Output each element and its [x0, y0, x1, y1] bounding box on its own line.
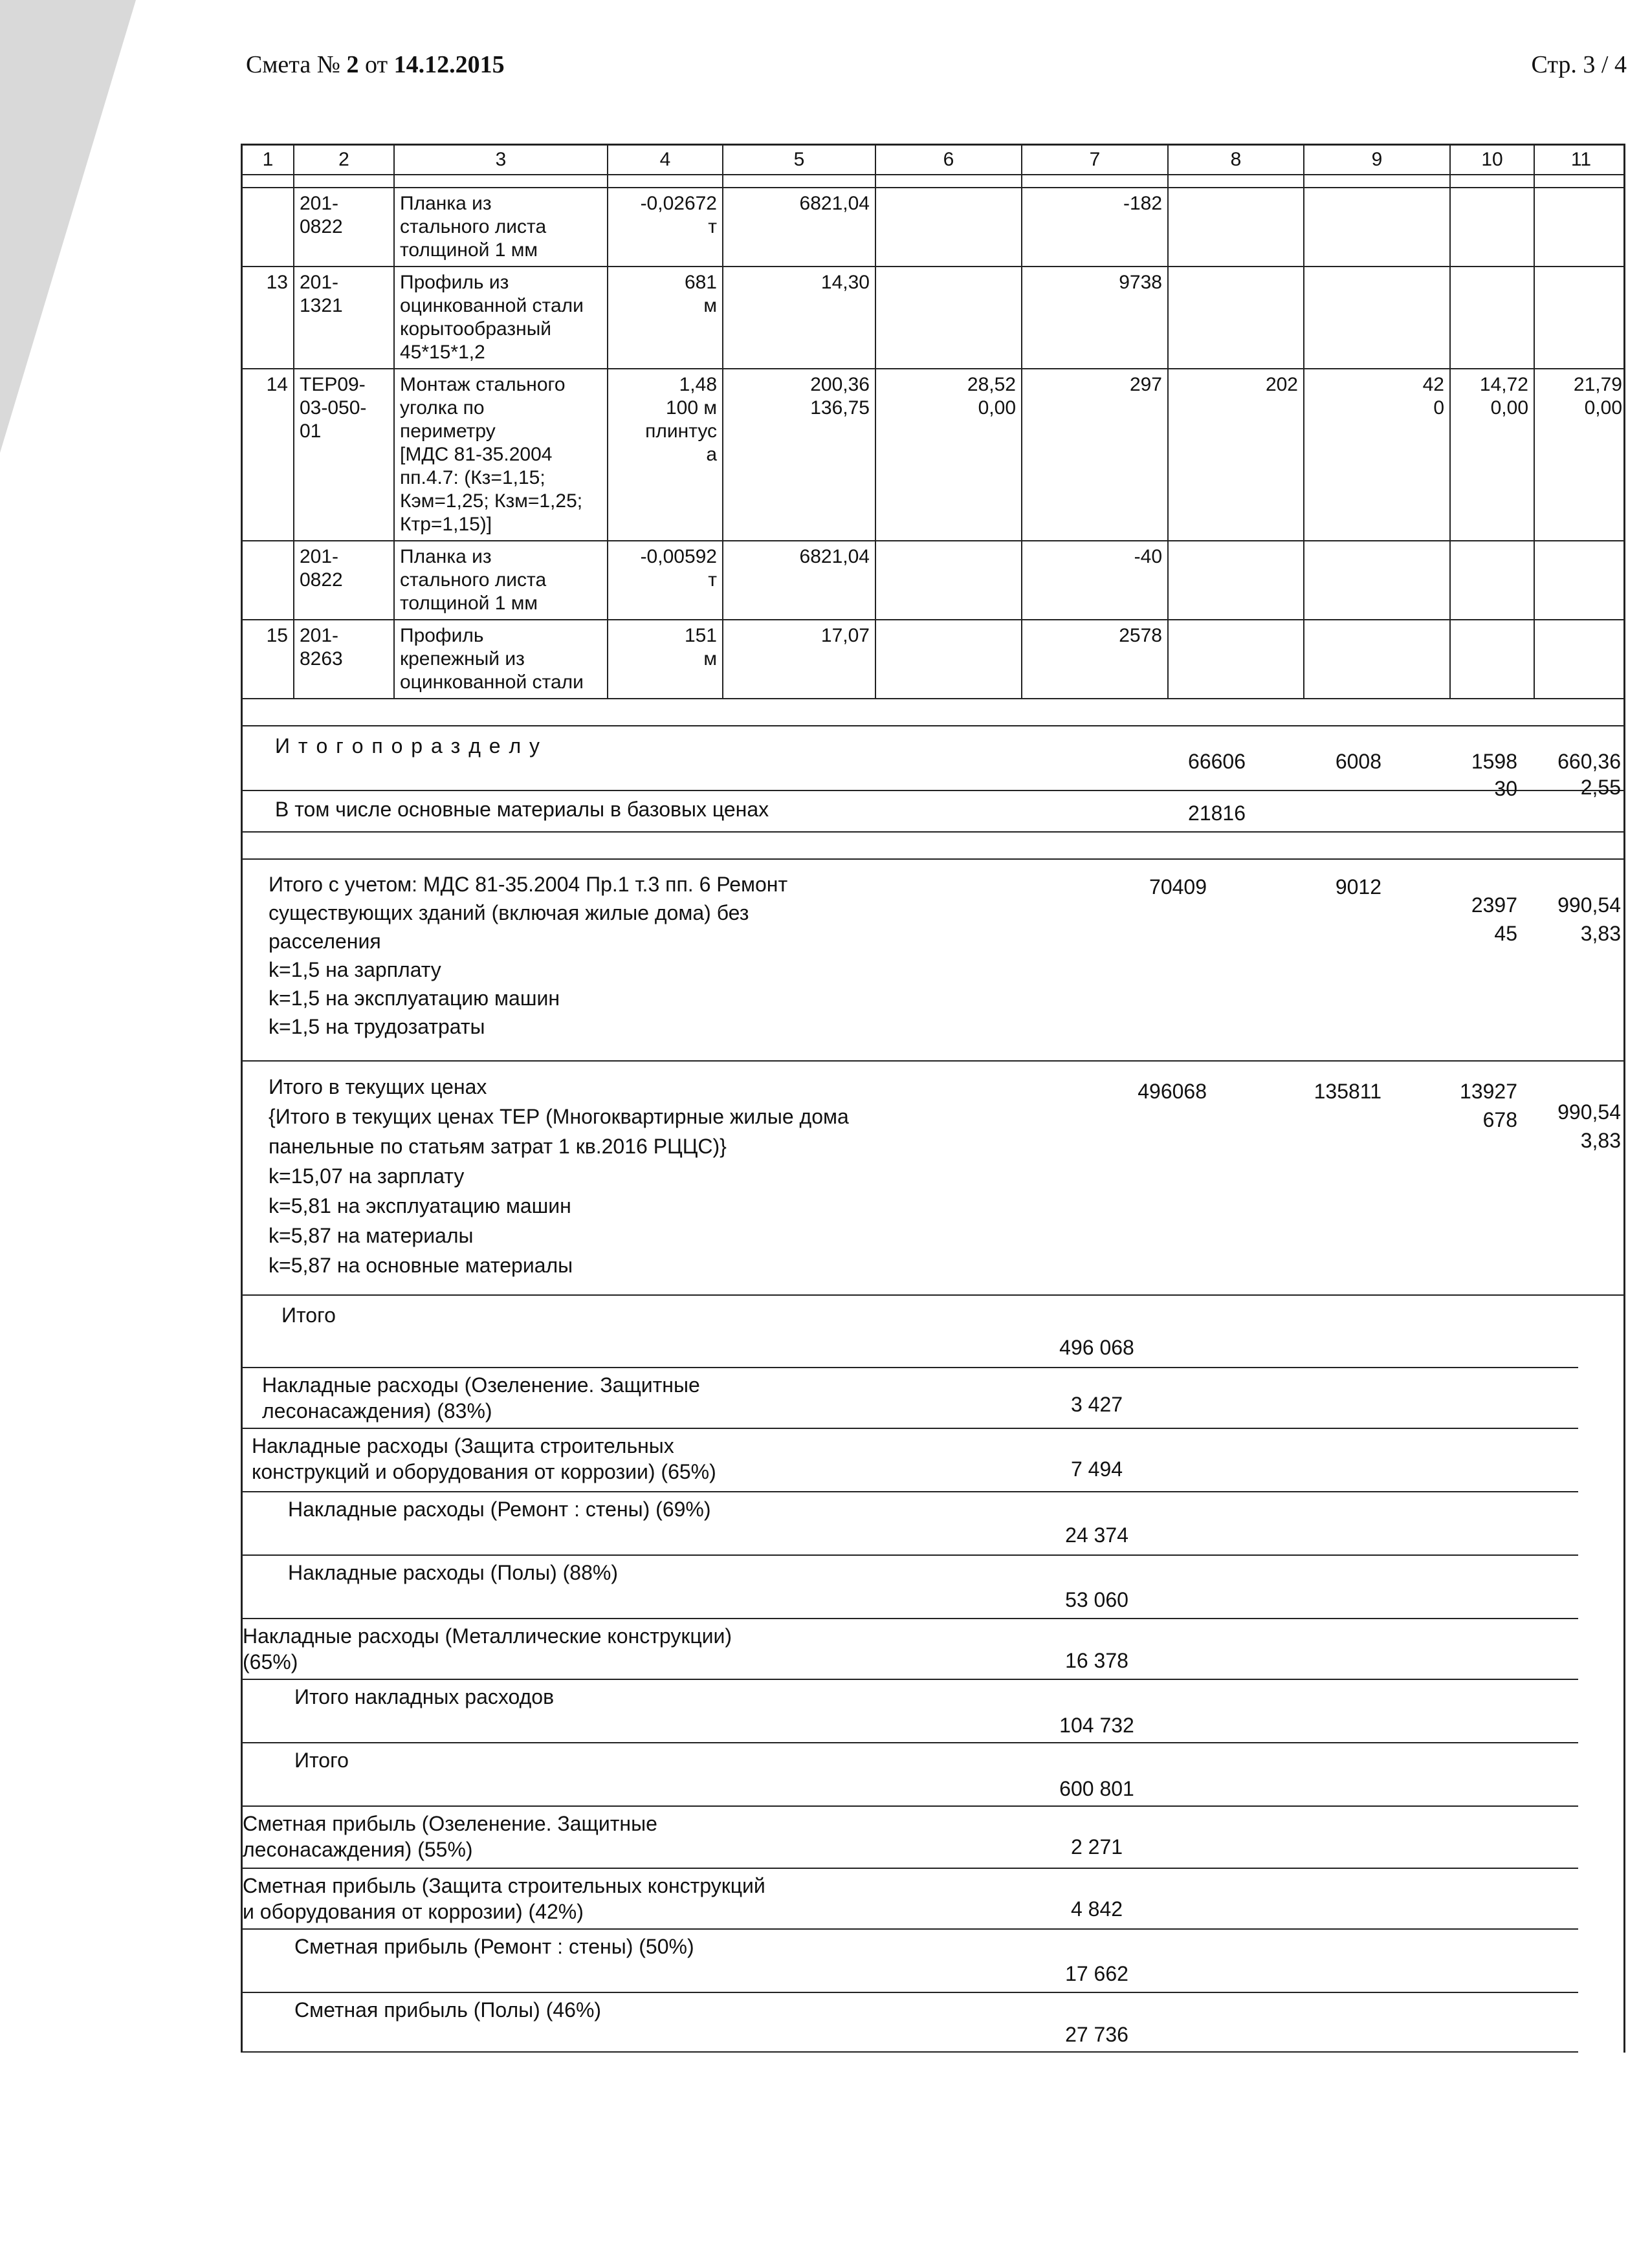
item-col6 [876, 620, 1022, 698]
summary-value: 104 732 [1059, 1714, 1134, 1737]
summary-value: 16 378 [1065, 1649, 1128, 1672]
item-col8: 202 [1169, 369, 1304, 540]
spacer-row [243, 833, 1623, 860]
section-total-row [243, 726, 1623, 800]
table-row [243, 188, 1623, 267]
summary-value: 7 494 [1070, 1457, 1123, 1481]
total-mds-c11b: 3,83 [1580, 922, 1621, 945]
item-col11 [1535, 541, 1627, 619]
item-quantity: 151 м [608, 620, 723, 698]
column-number: 7 [1022, 146, 1169, 174]
summary-value: 53 060 [1065, 1588, 1128, 1611]
item-name: Планка из стального листа толщиной 1 мм [395, 541, 608, 619]
total-mds-row [243, 860, 1623, 1062]
item-unit-price: 6821,04 [723, 188, 876, 266]
total-mds-c9a: 2397 [1471, 893, 1517, 917]
total-mds-c9b: 45 [1494, 922, 1517, 945]
item-col10 [1451, 620, 1535, 698]
item-code: 201- 0822 [294, 541, 395, 619]
summary-label: Итого [294, 1749, 349, 1772]
section-total-c11a: 660,36 [1557, 750, 1621, 773]
summary-row [243, 1556, 1578, 1619]
total-current-c9a: 13927 [1460, 1080, 1517, 1103]
item-quantity: -0,02672 т [608, 188, 723, 266]
summary-row [243, 1869, 1578, 1930]
item-col10: 14,72 0,00 [1451, 369, 1535, 540]
item-number [243, 188, 294, 266]
column-number: 1 [243, 146, 294, 174]
summary-row [243, 1930, 1578, 1993]
column-number: 3 [395, 146, 608, 174]
item-col8 [1169, 620, 1304, 698]
section-total-c9a: 1598 [1471, 750, 1517, 773]
item-quantity: 681 м [608, 267, 723, 368]
summary-value: 17 662 [1065, 1962, 1128, 1985]
summary-label: Сметная прибыль (Озеленение. Защитные лесонасаждения) (55%) [243, 1812, 657, 1861]
item-total-cost: 9738 [1022, 267, 1169, 368]
total-mds-c8: 9012 [1335, 875, 1381, 899]
item-col8 [1169, 188, 1304, 266]
summary-value: 496 068 [1059, 1336, 1134, 1359]
spacer-row [243, 699, 1623, 726]
item-name: Профиль крепежный из оцинкованной стали [395, 620, 608, 698]
summary-label: Итого накладных расходов [294, 1685, 555, 1708]
summary-row [243, 1680, 1578, 1743]
item-col11: 21,79 0,00 [1573, 374, 1622, 419]
item-col9 [1304, 267, 1451, 368]
summary-label: Сметная прибыль (Ремонт : стены) (50%) [294, 1935, 694, 1958]
scan-corner-fold [0, 0, 136, 453]
item-number: 14 [243, 369, 294, 540]
summary-row [243, 1807, 1578, 1869]
column-number: 10 [1451, 146, 1535, 174]
total-current-label: Итого в текущих ценах {Итого в текущих ценах ТЕР (Многоквартирные жилые дома панельные по статьям затрат 1 кв.2016 РЦЦС)} k=15,07 на зарплату k=5,81 на эксплуатацию машин k=5,87 на материалы k=5,87 на основные материалы [269, 1075, 849, 1277]
item-unit-price: 6821,04 [723, 541, 876, 619]
item-name: Планка из стального листа толщиной 1 мм [395, 188, 608, 266]
item-col10 [1451, 541, 1535, 619]
table-row [243, 267, 1623, 369]
item-col8 [1169, 267, 1304, 368]
table-body [241, 175, 1625, 2053]
section-total-label: И т о г о п о р а з д е л у [275, 734, 542, 758]
summary-label: Итого [281, 1303, 336, 1327]
item-col6: 28,52 0,00 [876, 369, 1022, 540]
item-unit-price: 14,30 [723, 267, 876, 368]
base-materials-c7: 21816 [1188, 801, 1246, 825]
summary-label: Накладные расходы (Озеленение. Защитные лесонасаждения) (83%) [262, 1373, 700, 1423]
item-total-cost: 2578 [1022, 620, 1169, 698]
summary-value: 24 374 [1065, 1523, 1128, 1547]
column-number: 6 [876, 146, 1022, 174]
summary-label: Сметная прибыль (Полы) (46%) [294, 1998, 602, 2022]
total-mds-label: Итого с учетом: МДС 81-35.2004 Пр.1 т.3 пп. 6 Ремонт существующих зданий (включая жилые дома) без расселения k=1,5 на зарплату k=1,5 на эксплуатацию машин k=1,5 на трудозатраты [269, 873, 788, 1038]
column-number: 4 [608, 146, 723, 174]
column-number-header [241, 144, 1625, 175]
item-name: Монтаж стального уголка по периметру [МДС 81-35.2004 пп.4.7: (Кз=1,15; Кэм=1,25; Кзм=1,25; Ктр=1,15)] [395, 369, 608, 540]
item-col9: 42 0 [1304, 369, 1451, 540]
document-title: Смета № 2 от 14.12.2015 [246, 51, 505, 78]
summary-label: Накладные расходы (Металлические конструкции) (65%) [243, 1624, 732, 1674]
summary-value: 3 427 [1070, 1393, 1123, 1416]
item-col6 [876, 541, 1022, 619]
summary-label: Накладные расходы (Полы) (88%) [288, 1561, 618, 1584]
summary-value: 27 736 [1065, 2023, 1128, 2046]
item-code: ТЕР09- 03-050- 01 [294, 369, 395, 540]
base-materials-label: В том числе основные материалы в базовых ценах [275, 798, 769, 821]
item-col11 [1535, 267, 1627, 368]
total-current-prices-row [243, 1062, 1623, 1296]
item-col9 [1304, 541, 1451, 619]
item-total-cost: -182 [1022, 188, 1169, 266]
item-name: Профиль из оцинкованной стали корытообразный 45*15*1,2 [395, 267, 608, 368]
item-col6 [876, 267, 1022, 368]
summary-row [243, 1619, 1578, 1680]
total-current-c11b: 3,83 [1580, 1129, 1621, 1152]
item-quantity: -0,00592 т [608, 541, 723, 619]
column-number: 11 [1570, 149, 1592, 170]
section-total-c11b: 2,55 [1580, 776, 1621, 799]
base-materials-row [243, 791, 1623, 833]
page-number: Стр. 3 / 4 [1531, 51, 1627, 78]
item-col9 [1304, 188, 1451, 266]
item-quantity: 1,48 100 м плинтус а [608, 369, 723, 540]
summary-row [243, 1993, 1578, 2053]
item-code: 201- 8263 [294, 620, 395, 698]
column-number: 5 [723, 146, 876, 174]
item-col11 [1535, 188, 1627, 266]
item-number: 15 [243, 620, 294, 698]
summary-row [243, 1296, 1578, 1368]
total-current-c9b: 678 [1482, 1108, 1517, 1131]
table-row [243, 620, 1623, 699]
total-mds-c11a: 990,54 [1557, 893, 1621, 917]
item-unit-price: 200,36 136,75 [723, 369, 876, 540]
total-mds-c7: 70409 [1149, 875, 1207, 899]
item-total-cost: 297 [1022, 369, 1169, 540]
summary-label: Накладные расходы (Ремонт : стены) (69%) [288, 1498, 711, 1521]
section-total-c9b: 30 [1494, 777, 1517, 800]
summary-row [243, 1492, 1578, 1556]
table-row [243, 541, 1623, 620]
estimate-table [241, 144, 1625, 2053]
total-current-c7: 496068 [1138, 1080, 1207, 1103]
table-row [243, 175, 1623, 188]
summary-row [243, 1743, 1578, 1807]
item-col11 [1535, 620, 1627, 698]
total-current-c8: 135811 [1314, 1080, 1381, 1103]
summary-value: 600 801 [1059, 1777, 1134, 1800]
item-col9 [1304, 620, 1451, 698]
item-col10 [1451, 188, 1535, 266]
item-code: 201- 1321 [294, 267, 395, 368]
summary-label: Накладные расходы (Защита строительных конструкций и оборудования от коррозии) (65%) [252, 1434, 716, 1483]
section-total-c8: 6008 [1335, 750, 1381, 773]
item-unit-price: 17,07 [723, 620, 876, 698]
column-number: 9 [1304, 146, 1451, 174]
section-total-c7: 66606 [1188, 750, 1246, 773]
item-col6 [876, 188, 1022, 266]
item-number [243, 541, 294, 619]
item-number: 13 [243, 267, 294, 368]
table-row [243, 369, 1623, 541]
item-total-cost: -40 [1022, 541, 1169, 619]
item-col10 [1451, 267, 1535, 368]
item-code: 201- 0822 [294, 188, 395, 266]
column-number: 2 [294, 146, 395, 174]
total-current-c11a: 990,54 [1557, 1100, 1621, 1124]
item-col8 [1169, 541, 1304, 619]
summary-label: Сметная прибыль (Защита строительных конструкций и оборудования от коррозии) (42%) [243, 1874, 765, 1923]
summary-value: 2 271 [1070, 1835, 1123, 1859]
column-number: 8 [1169, 146, 1304, 174]
summary-row [243, 1368, 1578, 1429]
summary-row [243, 1429, 1578, 1492]
summary-value: 4 842 [1070, 1897, 1123, 1921]
